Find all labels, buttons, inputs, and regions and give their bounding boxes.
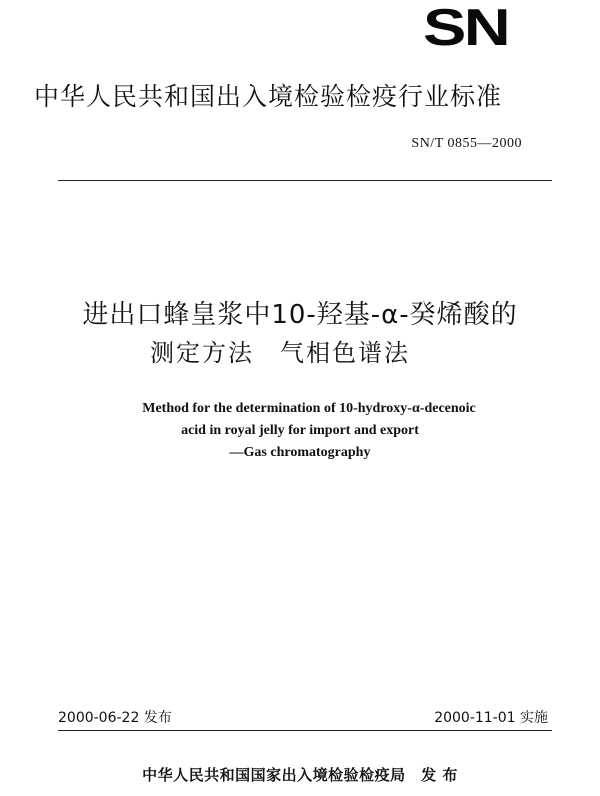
english-title-line-2: acid in royal jelly for import and export	[181, 423, 419, 438]
chinese-title-line-1: 进出口蜂皇浆中10-羟基-α-癸烯酸的	[82, 300, 518, 330]
issue-date: 2000-06-22 发布	[58, 710, 172, 726]
sn-logo: SN	[422, 0, 508, 57]
chinese-title-line-2: 测定方法 气相色谱法	[150, 339, 410, 367]
header-divider	[58, 180, 552, 181]
standard-number: SN/T 0855—2000	[411, 136, 522, 151]
english-title-line-1: Method for the determination of 10-hydroxy-α-decenoic	[142, 401, 476, 416]
implementation-date: 2000-11-01 实施	[434, 710, 548, 726]
footer-divider	[58, 730, 552, 731]
issuing-authority: 中华人民共和国国家出入境检验检疫局 发 布	[142, 766, 458, 784]
english-title-line-3: —Gas chromatography	[229, 445, 371, 460]
organization-title: 中华人民共和国出入境检验检疫行业标准	[34, 82, 503, 111]
